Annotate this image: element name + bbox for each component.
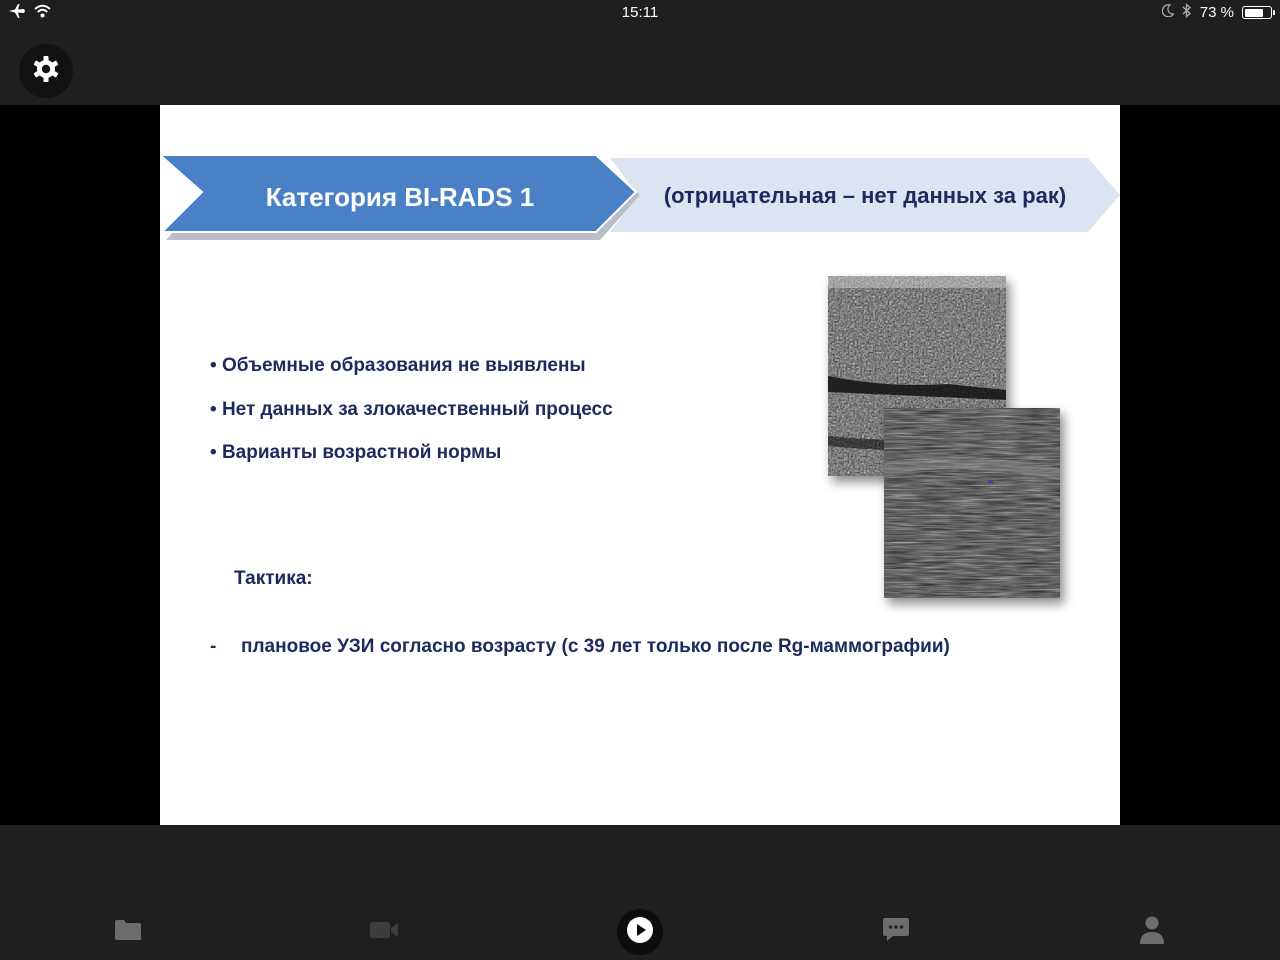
battery-icon bbox=[1242, 6, 1272, 19]
play-icon bbox=[625, 915, 655, 949]
bullet-item: • Объемные образования не выявлены bbox=[210, 355, 613, 399]
category-subtitle: (отрицательная – нет данных за рак) bbox=[663, 183, 1067, 208]
folder-icon bbox=[114, 919, 142, 945]
chat-bubble-icon bbox=[882, 917, 910, 947]
status-time: 15:11 bbox=[621, 4, 659, 21]
bullet-item: • Нет данных за злокачественный процесс bbox=[210, 399, 613, 443]
tab-chat[interactable] bbox=[876, 915, 916, 949]
tab-video[interactable] bbox=[364, 915, 404, 949]
battery-level bbox=[1245, 9, 1263, 17]
bluetooth-icon bbox=[1182, 3, 1192, 22]
tab-files[interactable] bbox=[108, 915, 148, 949]
tactic-item-text: плановое УЗИ согласно возрасту (с 39 лет только после Rg-маммографии) bbox=[241, 636, 950, 657]
category-title: Категория BI-RADS 1 bbox=[265, 182, 535, 212]
presentation-stage[interactable] bbox=[0, 105, 1280, 825]
gear-icon bbox=[31, 54, 61, 88]
ultrasound-image-2 bbox=[884, 408, 1060, 598]
moon-icon bbox=[1162, 4, 1174, 21]
slide bbox=[160, 105, 1120, 825]
tab-play[interactable] bbox=[617, 909, 663, 955]
battery-percent: 73 % bbox=[1199, 4, 1234, 21]
status-bar bbox=[0, 0, 1280, 26]
user-icon bbox=[1139, 915, 1165, 949]
bullet-item: • Варианты возрастной нормы bbox=[210, 442, 613, 486]
tactic-title: Тактика: bbox=[234, 568, 313, 589]
bullet-list bbox=[210, 355, 613, 486]
tactic-dash: - bbox=[210, 636, 217, 657]
bottom-tab-bar bbox=[0, 825, 1280, 960]
tab-profile[interactable] bbox=[1132, 915, 1172, 949]
settings-button[interactable] bbox=[19, 44, 73, 98]
tactic-item bbox=[210, 636, 950, 658]
video-camera-icon bbox=[369, 920, 399, 944]
